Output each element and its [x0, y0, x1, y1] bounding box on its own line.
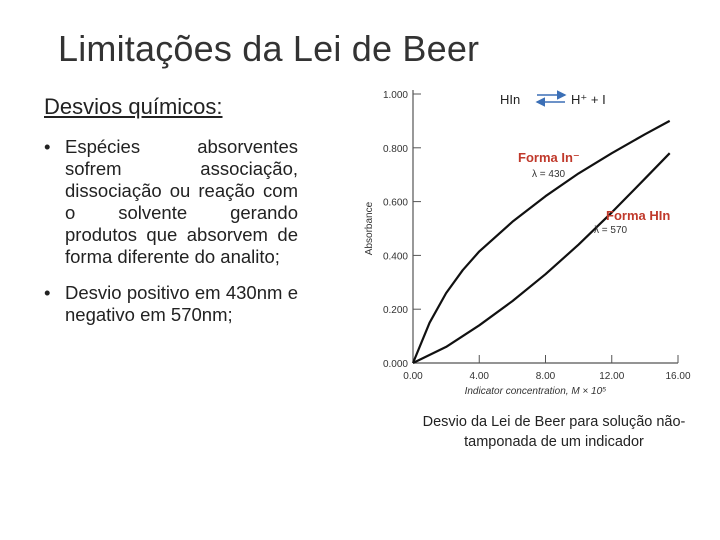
- absorbance-chart: [350, 80, 720, 410]
- series-wavelength-label: λ = 430: [532, 169, 566, 180]
- bullet-item: • Espécies absorventes sofrem associação, dissociação ou reação com o solvente gerando produtos que absorvem de forma diferente do analito;: [44, 136, 298, 268]
- series-line: [413, 153, 670, 363]
- chart-container: [350, 80, 720, 410]
- x-axis-label: Indicator concentration, M × 10⁵: [464, 386, 607, 397]
- x-tick-label: 12.00: [599, 371, 625, 382]
- equation-right: H⁺ + I: [571, 92, 606, 107]
- x-tick-label: 8.00: [535, 371, 556, 382]
- figure-caption: Desvio da Lei de Beer para solução não-tamponada de um indicador: [422, 414, 686, 450]
- y-tick-label: 0.600: [382, 197, 408, 209]
- section-subtitle: Desvios químicos:: [44, 94, 223, 119]
- bullet-item: • Desvio positivo em 430nm e negativo em 570nm;: [44, 282, 298, 326]
- y-tick-label: 0.000: [382, 359, 408, 370]
- equation-left: HIn: [500, 92, 521, 107]
- bullet-list: [44, 136, 298, 340]
- series-name-label: Forma In⁻: [518, 150, 580, 165]
- x-tick-label: 16.00: [665, 371, 691, 382]
- chart-labels: [500, 92, 670, 236]
- x-tick-label: 0.00: [403, 371, 423, 382]
- x-tick-label: 4.00: [469, 371, 489, 382]
- y-tick-label: 0.800: [382, 143, 408, 155]
- y-tick-label: 0.200: [382, 305, 408, 317]
- y-tick-label: 0.400: [382, 251, 408, 263]
- y-tick-label: 1.000: [382, 90, 408, 101]
- slide-title: Limitações da Lei de Beer: [58, 28, 480, 69]
- y-axis-label: Absorbance: [364, 201, 375, 256]
- series-name-label: Forma HIn: [606, 208, 671, 223]
- series-wavelength-label: λ = 570: [594, 225, 628, 236]
